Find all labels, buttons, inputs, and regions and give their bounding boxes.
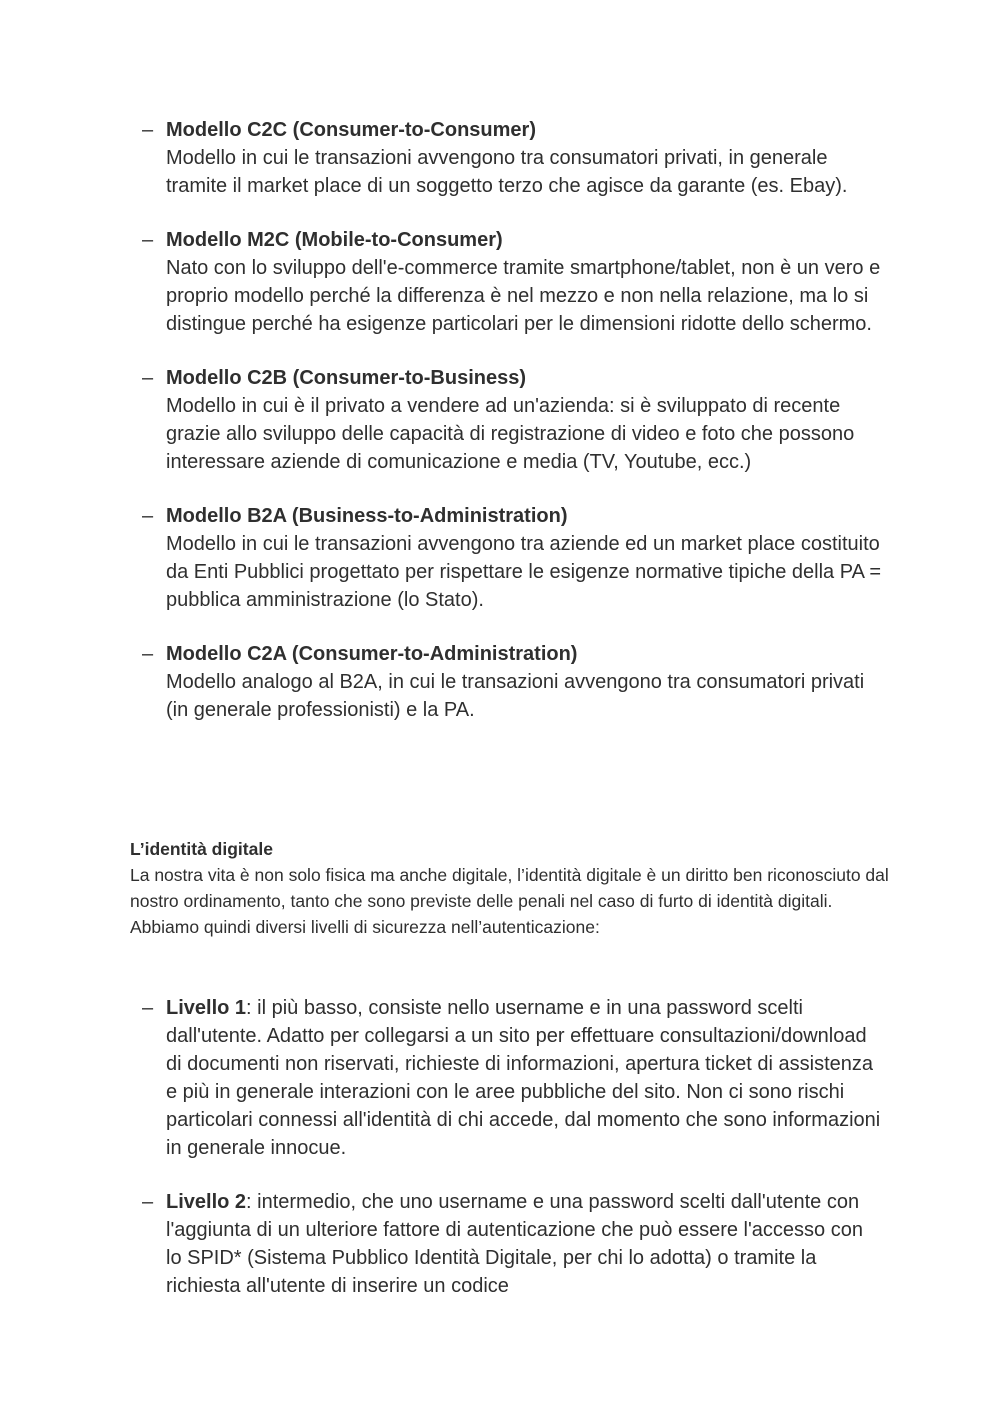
list-dash: – xyxy=(142,119,154,141)
level-title: Livello 2 xyxy=(166,1191,247,1213)
model-description: Modello in cui è il privato a vendere ad un'azienda: si è sviluppato di recente grazie allo sviluppo delle capacità di registrazione di video e foto che possono interessare aziende di comunicazione e media (TV, Youtube, ecc.) xyxy=(166,395,855,473)
level-description: : il più basso, consiste nello username e in una password scelti dall'utente. Adatto per collegarsi a un sito per effettuare consultazioni/download di documenti non riservati, richieste di informazioni, apertura ticket di assistenza e più in generale interazioni con le aree pubbliche del sito. Non ci sono rischi particolari connessi all'identità di chi accede, dal momento che sono informazioni in generale innocue. xyxy=(166,997,881,1159)
model-description: Modello analogo al B2A, in cui le transazioni avvengono tra consumatori privati (in generale professionisti) e la PA. xyxy=(166,671,865,721)
list-item xyxy=(142,116,882,200)
model-description: Modello in cui le transazioni avvengono tra consumatori privati, in generale tramite il market place di un soggetto terzo che agisce da garante (es. Ebay). xyxy=(166,147,848,197)
section-paragraph: La nostra vita è non solo fisica ma anche digitale, l’identità digitale è un diritto ben riconosciuto dal nostro ordinamento, tanto che sono previste delle penali nel caso di furto di identità digitali. xyxy=(130,865,889,911)
list-dash: – xyxy=(142,505,154,527)
digital-identity-section xyxy=(130,836,890,940)
list-dash: – xyxy=(142,643,154,665)
model-title: Modello C2B (Consumer-to-Business) xyxy=(166,367,527,389)
list-dash: – xyxy=(142,997,154,1019)
model-title: Modello B2A (Business-to-Administration) xyxy=(166,505,568,527)
model-title: Modello C2A (Consumer-to-Administration) xyxy=(166,643,578,665)
model-title: Modello M2C (Mobile-to-Consumer) xyxy=(166,229,503,251)
commerce-models-list xyxy=(142,116,882,750)
list-item xyxy=(142,1188,882,1300)
level-description: : intermedio, che uno username e una password scelti dall'utente con l'aggiunta di un ulteriore fattore di autenticazione che può essere l'accesso con lo SPID* (Sistema Pubblico Identità Digitale, per chi lo adotta) o tramite la richiesta all'utente di inserire un codice xyxy=(166,1191,863,1297)
list-item xyxy=(142,502,882,614)
section-paragraph: Abbiamo quindi diversi livelli di sicurezza nell’autenticazione: xyxy=(130,917,600,937)
model-title: Modello C2C (Consumer-to-Consumer) xyxy=(166,119,536,141)
model-description: Modello in cui le transazioni avvengono tra aziende ed un market place costituito da Enti Pubblici progettato per rispettare le esigenze normative tipiche della PA = pubblica amministrazione (lo Stato). xyxy=(166,533,882,611)
list-dash: – xyxy=(142,367,154,389)
list-item xyxy=(142,640,882,724)
list-item xyxy=(142,364,882,476)
model-description: Nato con lo sviluppo dell'e-commerce tramite smartphone/tablet, non è un vero e proprio modello perché la differenza è nel mezzo e non nella relazione, ma lo si distingue perché ha esigenze particolari per le dimensioni ridotte dello schermo. xyxy=(166,257,881,335)
security-levels-list xyxy=(142,994,882,1326)
list-dash: – xyxy=(142,229,154,251)
level-title: Livello 1 xyxy=(166,997,247,1019)
list-item xyxy=(142,226,882,338)
list-item xyxy=(142,994,882,1162)
list-dash: – xyxy=(142,1191,154,1213)
section-heading: L’identità digitale xyxy=(130,839,273,859)
